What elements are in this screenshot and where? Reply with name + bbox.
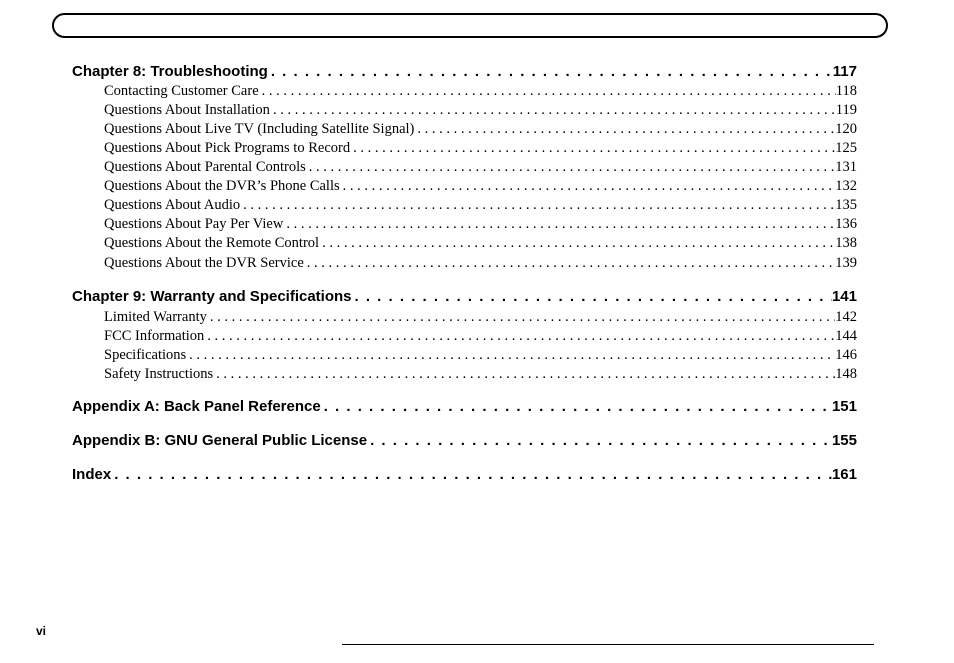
leader-dots <box>204 327 835 346</box>
toc-entry[interactable] <box>104 215 857 234</box>
toc-chapter-8[interactable] <box>72 62 857 82</box>
toc-page-number: 118 <box>835 83 857 99</box>
toc-entry-title: Specifications <box>104 347 187 363</box>
toc-page-number: 138 <box>835 235 857 251</box>
toc-page-number: 148 <box>835 366 857 382</box>
toc-page-number: 142 <box>835 309 857 325</box>
toc-page-number: 161 <box>831 466 857 483</box>
toc-chapter-title: Appendix A: Back Panel Reference <box>72 398 321 415</box>
leader-dots <box>213 365 835 384</box>
toc-appendix-a[interactable] <box>72 397 857 417</box>
toc-page-number: 139 <box>835 255 857 271</box>
leader-dots <box>321 397 832 417</box>
leader-dots <box>414 120 835 139</box>
leader-dots <box>319 234 835 253</box>
toc-appendix-b[interactable] <box>72 431 857 451</box>
toc-entry-title: Questions About Pick Programs to Record <box>104 140 351 156</box>
toc-entry-title: Contacting Customer Care <box>104 83 259 99</box>
toc-chapter-title: Chapter 9: Warranty and Specifications <box>72 288 352 305</box>
toc-entry[interactable] <box>104 196 857 215</box>
toc-chapter-title: Appendix B: GNU General Public License <box>72 432 368 449</box>
toc-entry[interactable] <box>104 254 857 273</box>
toc-page-number: 125 <box>835 140 857 156</box>
toc-page-number: 144 <box>835 328 857 344</box>
toc-page-number: 119 <box>835 102 857 118</box>
toc-entry-title: Questions About Installation <box>104 102 270 118</box>
toc-page-number: 155 <box>831 432 857 449</box>
header-bar <box>52 13 888 38</box>
leader-dots <box>259 82 836 101</box>
toc-page-number: 136 <box>835 216 857 232</box>
toc-entry-title: Questions About the Remote Control <box>104 235 320 251</box>
toc-entry[interactable] <box>104 120 857 139</box>
leader-dots <box>367 431 832 451</box>
leader-dots <box>268 62 833 82</box>
leader-dots <box>306 158 835 177</box>
toc-entry[interactable] <box>104 308 857 327</box>
toc-page-number: 120 <box>835 121 857 137</box>
toc-entry[interactable] <box>104 346 857 365</box>
toc-entry-title: Limited Warranty <box>104 309 207 325</box>
toc-entry[interactable] <box>104 158 857 177</box>
leader-dots <box>340 177 836 196</box>
toc-entry-title: Questions About the DVR Service <box>104 255 304 271</box>
toc-entry[interactable] <box>104 327 857 346</box>
toc-entry-title: Questions About Parental Controls <box>104 159 306 175</box>
toc-page-number: 131 <box>835 159 857 175</box>
toc-entry-title: Questions About Live TV (Including Satellite Signal) <box>104 121 415 137</box>
leader-dots <box>207 308 835 327</box>
toc-entry[interactable] <box>104 101 857 120</box>
leader-dots <box>240 196 835 215</box>
toc-entry[interactable] <box>104 177 857 196</box>
toc-page-number: 132 <box>835 178 857 194</box>
toc-entry-title: Questions About Audio <box>104 197 241 213</box>
leader-dots <box>350 139 835 158</box>
toc-entry[interactable] <box>104 234 857 253</box>
toc-chapter-title: Index <box>72 466 112 483</box>
toc-chapter-9[interactable] <box>72 287 857 307</box>
leader-dots <box>283 215 835 234</box>
toc-entry[interactable] <box>104 82 857 101</box>
toc-entry-title: FCC Information <box>104 328 205 344</box>
toc-page-number: 135 <box>835 197 857 213</box>
toc-entry-title: Questions About the DVR’s Phone Calls <box>104 178 340 194</box>
leader-dots <box>352 287 832 307</box>
page-folio: vi <box>36 624 47 638</box>
toc-page-number: 141 <box>831 288 857 305</box>
leader-dots <box>270 101 836 120</box>
footer-rule <box>342 644 874 645</box>
toc-page-number: 146 <box>835 347 857 363</box>
toc-entry[interactable] <box>104 365 857 384</box>
toc-index[interactable] <box>72 465 857 485</box>
toc-page-number: 117 <box>832 63 857 80</box>
leader-dots <box>304 254 835 273</box>
toc-entry-title: Questions About Pay Per View <box>104 216 284 232</box>
toc-entry[interactable] <box>104 139 857 158</box>
leader-dots <box>111 465 832 485</box>
toc-chapter-title: Chapter 8: Troubleshooting <box>72 63 268 80</box>
leader-dots <box>186 346 835 365</box>
toc-page-number: 151 <box>831 398 857 415</box>
toc-entry-title: Safety Instructions <box>104 366 214 382</box>
